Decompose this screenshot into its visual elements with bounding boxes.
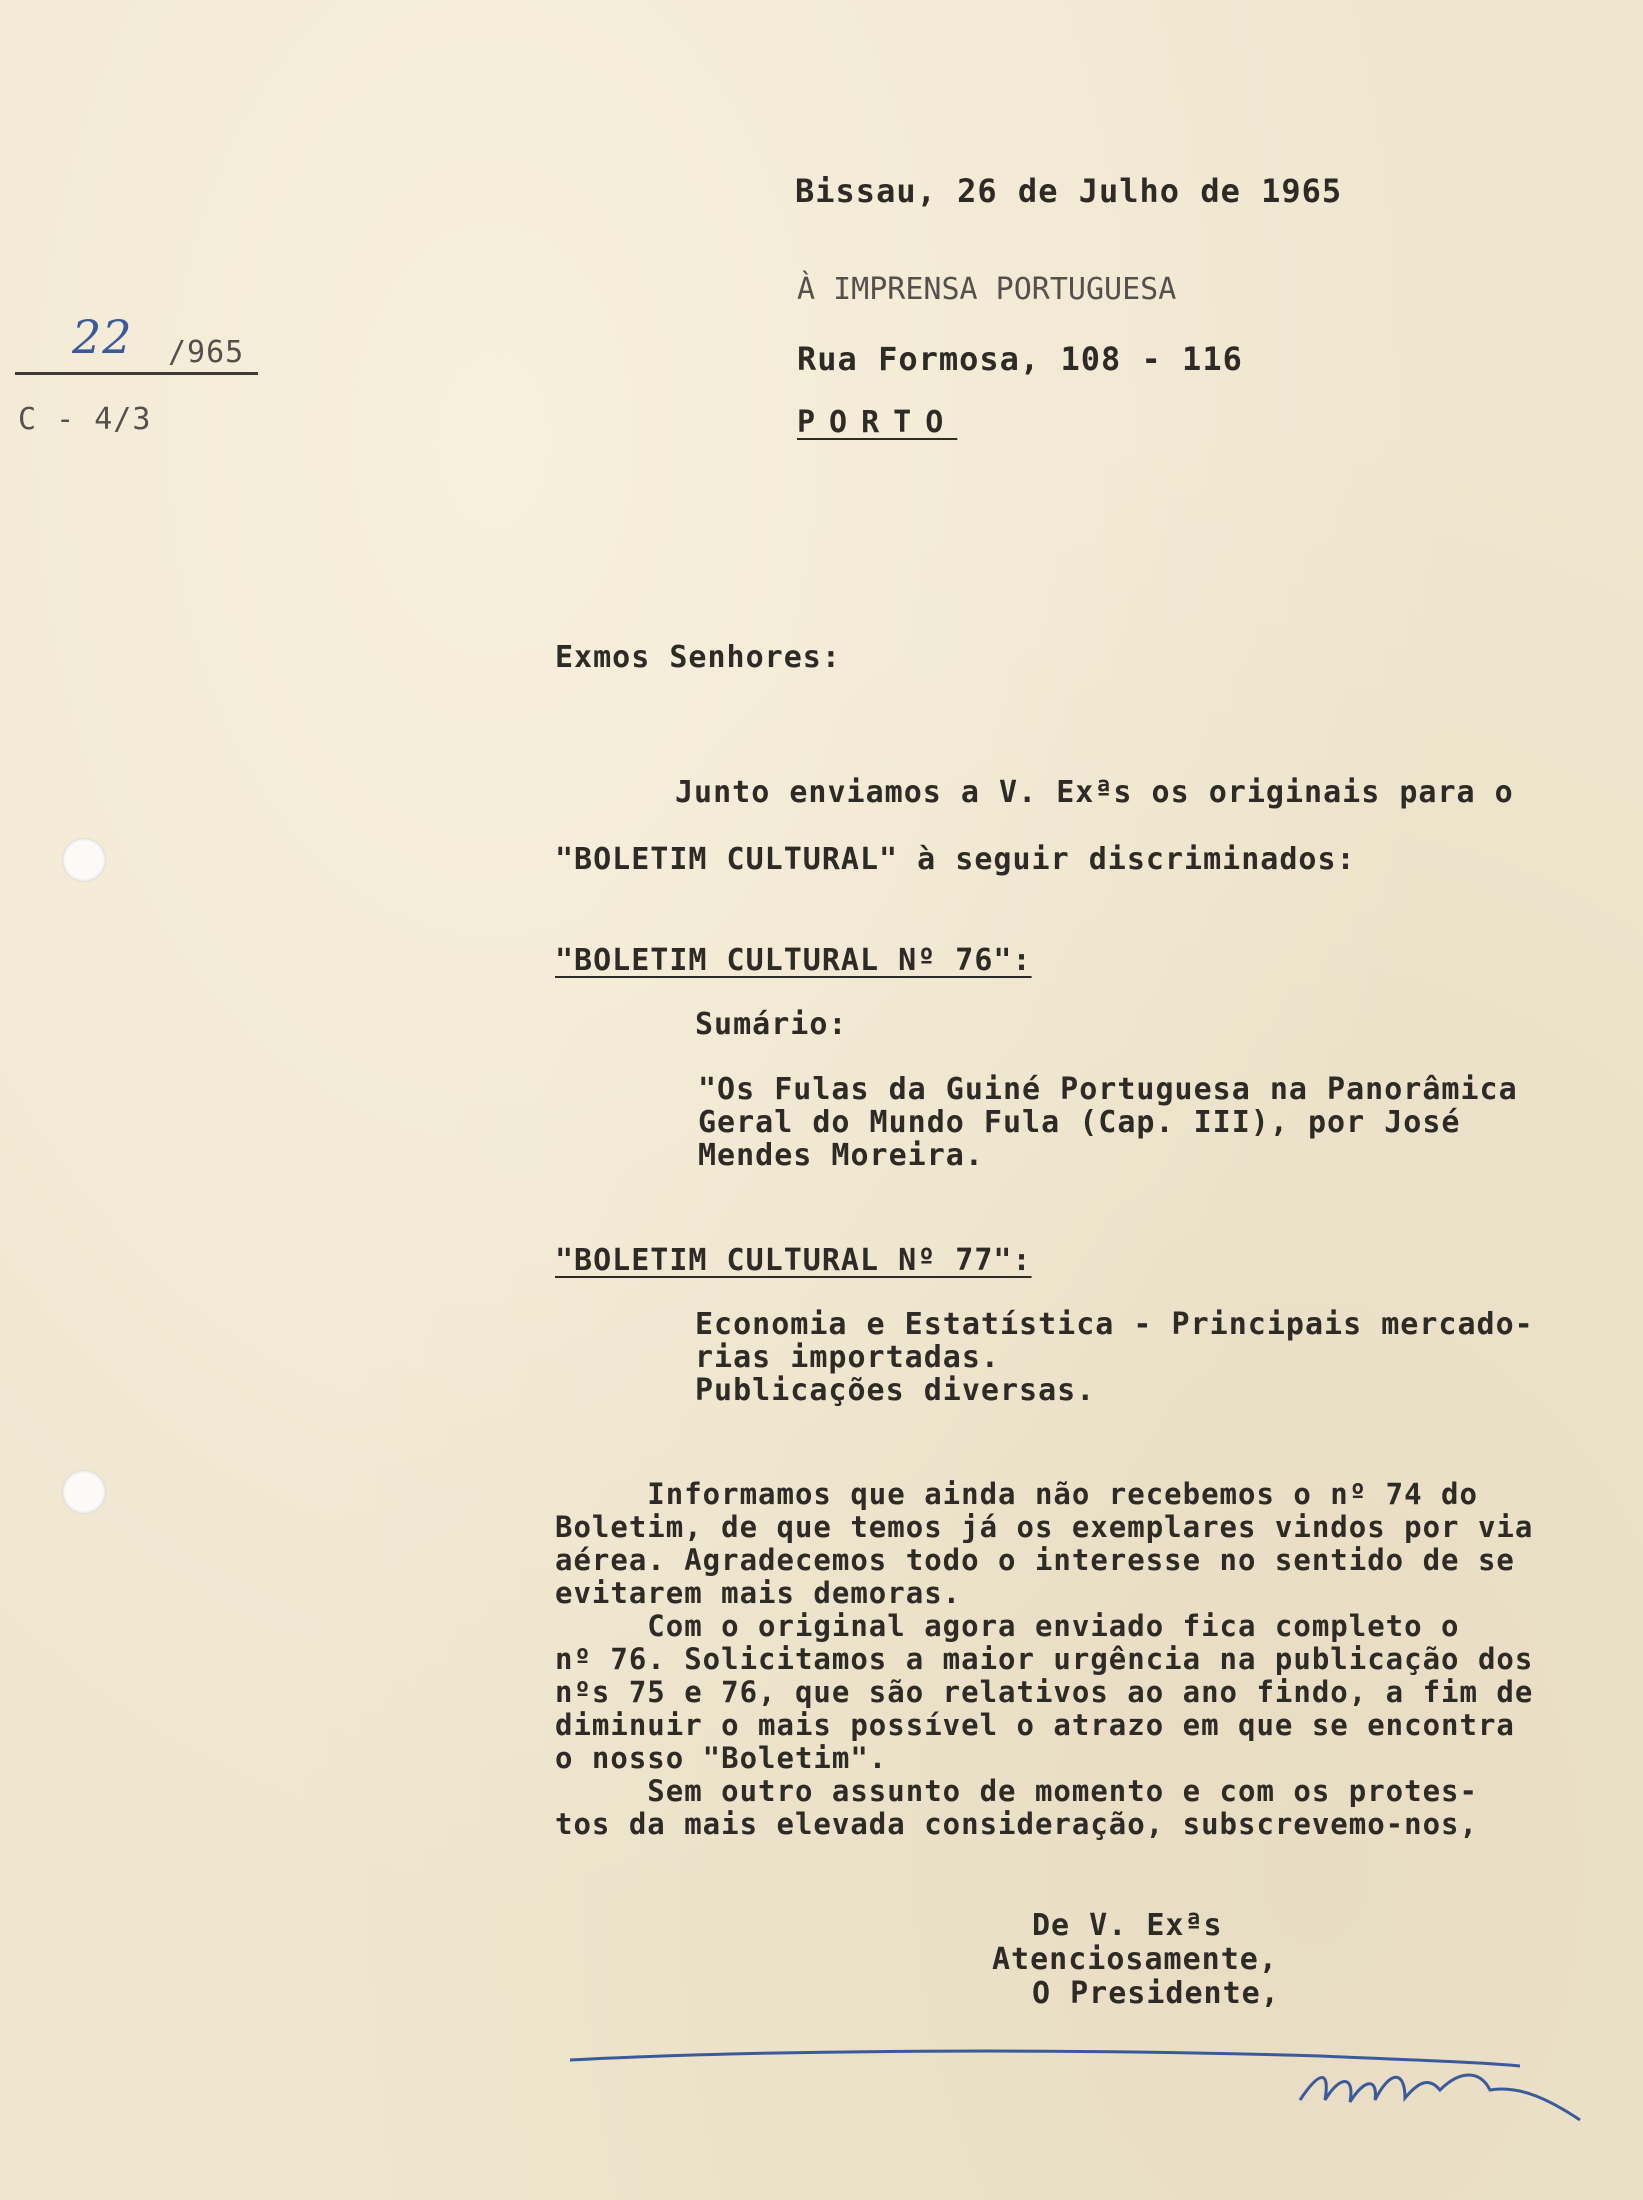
punch-hole-top bbox=[62, 838, 106, 882]
body-line: o nosso "Boletim". bbox=[555, 1741, 888, 1775]
signature-icon bbox=[560, 2030, 1600, 2140]
sumario-label: Sumário: bbox=[695, 1007, 848, 1042]
body-line: nºs 75 e 76, que são relativos ao ano findo, a fim de bbox=[555, 1675, 1534, 1709]
closing-line-3: O Presidente, bbox=[1032, 1976, 1280, 2011]
reference-number: 22 bbox=[72, 310, 133, 364]
closing-line-1: De V. Exªs bbox=[1032, 1908, 1223, 1943]
punch-hole-bottom bbox=[62, 1470, 106, 1514]
body-line: diminuir o mais possível o atrazo em que se encontra bbox=[555, 1708, 1515, 1742]
boletim-77-summary bbox=[695, 1308, 1534, 1407]
body-paragraph-2 bbox=[555, 1610, 1533, 1775]
boletim-76-heading: "BOLETIM CULTURAL Nº 76": bbox=[555, 943, 1032, 978]
summary-line: Mendes Moreira. bbox=[698, 1138, 984, 1173]
recipient-city: PORTO bbox=[797, 405, 958, 440]
reference-year: /965 bbox=[168, 335, 245, 370]
summary-line: rias importadas. bbox=[695, 1340, 1000, 1375]
body-line: Informamos que ainda não recebemos o nº 74 do bbox=[555, 1477, 1478, 1511]
intro-line-1: Junto enviamos a V. Exªs os originais para o bbox=[675, 775, 1514, 810]
recipient-name: À IMPRENSA PORTUGUESA bbox=[797, 272, 1177, 307]
body-line: tos da mais elevada consideração, subscrevemo-nos, bbox=[555, 1807, 1478, 1841]
body-line: aérea. Agradecemos todo o interesse no sentido de se bbox=[555, 1543, 1515, 1577]
body-paragraph-1 bbox=[555, 1478, 1533, 1610]
body-line: Boletim, de que temos já os exemplares vindos por via bbox=[555, 1510, 1534, 1544]
body-line: evitarem mais demoras. bbox=[555, 1576, 962, 1610]
body-line: nº 76. Solicitamos a maior urgência na publicação dos bbox=[555, 1642, 1534, 1676]
body-line: Com o original agora enviado fica completo o bbox=[555, 1609, 1460, 1643]
summary-line: Economia e Estatística - Principais mercado- bbox=[695, 1307, 1534, 1342]
closing-line-2: Atenciosamente, bbox=[992, 1942, 1278, 1977]
body-paragraph-3 bbox=[555, 1775, 1478, 1841]
salutation: Exmos Senhores: bbox=[555, 640, 841, 675]
place-date: Bissau, 26 de Julho de 1965 bbox=[795, 172, 1343, 210]
summary-line: Geral do Mundo Fula (Cap. III), por José bbox=[698, 1105, 1461, 1140]
body-line: Sem outro assunto de momento e com os protes- bbox=[555, 1774, 1478, 1808]
summary-line: Publicações diversas. bbox=[695, 1373, 1096, 1408]
recipient-street: Rua Formosa, 108 - 116 bbox=[797, 340, 1243, 378]
reference-code: C - 4/3 bbox=[18, 402, 152, 437]
summary-line: "Os Fulas da Guiné Portuguesa na Panorâmica bbox=[698, 1072, 1518, 1107]
intro-line-2: "BOLETIM CULTURAL" à seguir discriminados: bbox=[555, 842, 1356, 877]
reference-underline bbox=[15, 372, 258, 375]
boletim-76-summary bbox=[698, 1073, 1518, 1172]
boletim-77-heading: "BOLETIM CULTURAL Nº 77": bbox=[555, 1243, 1032, 1278]
